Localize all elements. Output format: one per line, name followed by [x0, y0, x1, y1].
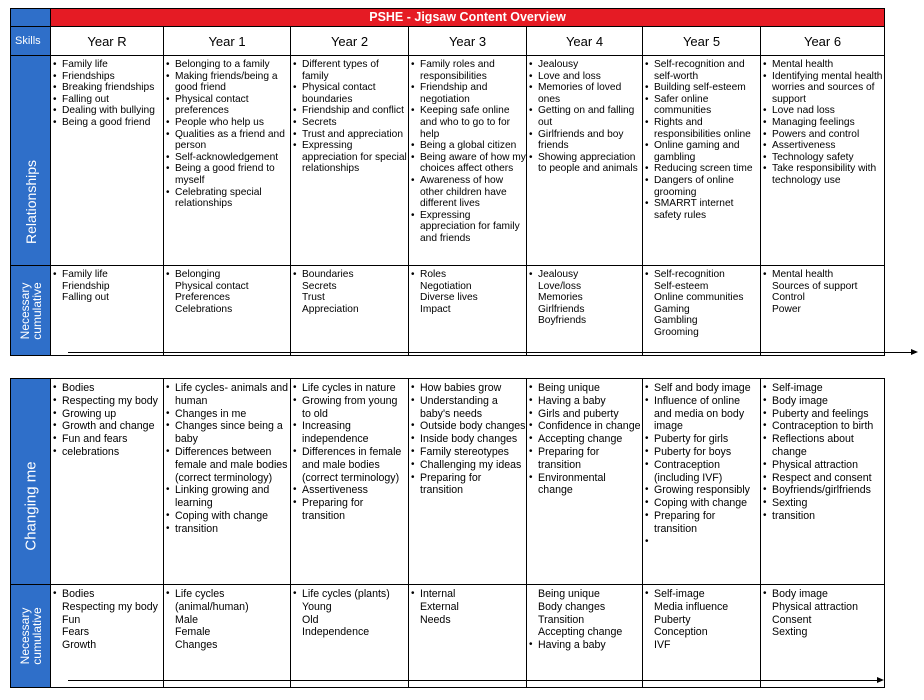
content-cell	[51, 379, 164, 585]
content-item: • Love nad loss	[763, 105, 884, 117]
cumulative-item: Impact	[420, 303, 451, 315]
content-item: • Coping with change	[645, 497, 760, 510]
cumulative-list	[761, 269, 884, 315]
progression-arrow	[68, 680, 882, 681]
cumulative-cell	[164, 585, 291, 688]
content-item: • Growing from young to old	[293, 395, 408, 421]
content-list	[164, 59, 290, 210]
content-item: • Self-recognition and self-worth	[645, 59, 760, 82]
content-item: • Self-image	[763, 382, 884, 395]
content-item: • Family stereotypes	[411, 446, 526, 459]
content-list	[643, 59, 760, 221]
content-item: • Contraception (including IVF)	[645, 459, 760, 485]
content-item: • Building self-esteem	[645, 82, 760, 94]
content-cell	[291, 379, 409, 585]
cumulative-item: Gaming	[654, 303, 690, 315]
cumulative-item: External	[420, 600, 459, 613]
content-cell	[643, 379, 761, 585]
skills-label: Skills	[11, 27, 51, 56]
content-item: • Sexting	[763, 497, 884, 510]
cumulative-list	[291, 269, 408, 315]
content-item: • Inside body changes	[411, 433, 526, 446]
cumulative-item: Male	[175, 613, 198, 626]
content-item: • Body image	[763, 395, 884, 408]
content-cell	[527, 379, 643, 585]
cumulative-cell	[527, 266, 643, 356]
content-cell	[409, 56, 527, 266]
content-cell	[643, 56, 761, 266]
cumulative-item: Old	[302, 613, 319, 626]
cumulative-item: Trust	[302, 292, 325, 304]
cumulative-list	[164, 588, 290, 652]
content-item: • Managing feelings	[763, 117, 884, 129]
content-item: • SMARRT internet safety rules	[645, 198, 760, 221]
content-item: • Physical contact preferences	[166, 94, 290, 117]
content-item: • Falling out	[53, 94, 163, 106]
content-item: • Life cycles- animals and human	[166, 382, 290, 408]
content-item: • Growing up	[53, 408, 163, 421]
content-item: • Challenging my ideas	[411, 459, 526, 472]
content-list	[409, 382, 526, 497]
content-item: • Powers and control	[763, 129, 884, 141]
cumulative-item: Power	[772, 303, 801, 315]
cumulative-item: Physical attraction	[772, 600, 858, 613]
content-item: • Differences between female and male bodies (correct terminology)	[166, 446, 290, 484]
progression-arrow	[68, 352, 916, 353]
content-cell	[761, 379, 885, 585]
cumulative-item: IVF	[654, 639, 671, 652]
cumulative-item: • Internal	[411, 588, 526, 601]
cumulative-item: • Having a baby	[529, 639, 642, 652]
content-item: • Physical contact boundaries	[293, 82, 408, 105]
content-cell	[409, 379, 527, 585]
cumulative-item: • Family life	[53, 269, 163, 281]
cumulative-cell	[164, 266, 291, 356]
year-header: Year 3	[409, 27, 527, 56]
cumulative-list	[291, 588, 408, 639]
cumulative-list	[643, 269, 760, 339]
content-cell	[164, 56, 291, 266]
content-item: • Being aware of how my choices affect others	[411, 152, 526, 175]
cumulative-item: Fun	[62, 613, 81, 626]
section-label: Relationships	[22, 160, 39, 245]
cumulative-item: Online communities	[654, 292, 744, 304]
cumulative-label-cell	[11, 266, 51, 356]
cumulative-list	[409, 269, 526, 315]
content-list	[51, 382, 163, 459]
content-cell	[527, 56, 643, 266]
content-item: • Expressing appreciation for family and friends	[411, 210, 526, 245]
content-list	[291, 59, 408, 175]
content-list	[409, 59, 526, 245]
cumulative-item: Secrets	[302, 280, 337, 292]
content-item: • Qualities as a friend and person	[166, 129, 290, 152]
content-item: • Environmental change	[529, 472, 642, 498]
content-item: • Self and body image	[645, 382, 760, 395]
content-item: • transition	[763, 510, 884, 523]
cumulative-label-cell	[11, 585, 51, 688]
cumulative-cell	[761, 585, 885, 688]
year-header: Year 1	[164, 27, 291, 56]
relationships-cumulative-row	[11, 266, 885, 356]
cumulative-item: Control	[772, 292, 805, 304]
content-item: • Self-acknowledgement	[166, 152, 290, 164]
content-item: • Friendships	[53, 71, 163, 83]
content-cell	[761, 56, 885, 266]
year-header: Year 5	[643, 27, 761, 56]
content-item: • Influence of online and media on body image	[645, 395, 760, 433]
content-item: • Expressing appreciation for special relationships	[293, 140, 408, 175]
year-header: Year 6	[761, 27, 885, 56]
relationships-table	[10, 8, 885, 356]
content-list	[164, 382, 290, 536]
year-header: Year 4	[527, 27, 643, 56]
cumulative-item: Memories	[538, 292, 583, 304]
cumulative-list	[409, 588, 526, 626]
cumulative-item: • Bodies	[53, 588, 163, 601]
section-label-cell	[11, 379, 51, 585]
content-item: • Safer online communities	[645, 94, 760, 117]
cumulative-item: Fears	[62, 626, 90, 639]
content-item: • Respect and consent	[763, 472, 884, 485]
cumulative-item: Young	[302, 600, 332, 613]
content-item: • Trust and appreciation	[293, 129, 408, 141]
cumulative-cell	[409, 585, 527, 688]
cumulative-item: Diverse lives	[420, 292, 478, 304]
content-item: • Keeping safe online and who to go to for help	[411, 105, 526, 140]
content-item: • Girlfriends and boy friends	[529, 129, 642, 152]
cumulative-list	[527, 588, 642, 652]
cumulative-item: Independence	[302, 626, 370, 639]
content-list	[527, 59, 642, 175]
cumulative-list	[643, 588, 760, 652]
cumulative-item: • Life cycles	[166, 588, 290, 601]
content-item: • Different types of family	[293, 59, 408, 82]
content-item: • Fun and fears	[53, 433, 163, 446]
cumulative-item: Physical contact	[175, 280, 249, 292]
cumulative-item: (animal/human)	[175, 600, 249, 613]
cumulative-label: Necessary cumulative	[17, 281, 44, 340]
changing-me-row	[11, 379, 885, 585]
cumulative-item: • Mental health	[763, 269, 884, 281]
cumulative-item: Sources of support	[772, 280, 858, 292]
content-item: • Understanding a baby's needs	[411, 395, 526, 421]
content-item: • Increasing independence	[293, 420, 408, 446]
cumulative-cell	[643, 266, 761, 356]
content-item	[645, 536, 760, 549]
content-item: • Being a good friend	[53, 117, 163, 129]
cumulative-cell	[761, 266, 885, 356]
content-item: • Celebrating special relationships	[166, 187, 290, 210]
relationships-row	[11, 56, 885, 266]
content-item: • Jealousy	[529, 59, 642, 71]
content-list	[527, 382, 642, 497]
content-item: • Dealing with bullying	[53, 105, 163, 117]
content-item: • Dangers of online grooming	[645, 175, 760, 198]
content-item: • Being a good friend to myself	[166, 163, 290, 186]
content-item: • transition	[166, 523, 290, 536]
year-header: Year R	[51, 27, 164, 56]
cumulative-item: Respecting my body	[62, 600, 158, 613]
page-title: PSHE - Jigsaw Content Overview	[51, 9, 885, 27]
cumulative-item: • Self-image	[645, 588, 760, 601]
content-item: • Love and loss	[529, 71, 642, 83]
content-item: • Changes in me	[166, 408, 290, 421]
section-label: Changing me	[22, 461, 39, 551]
cumulative-item: Puberty	[654, 613, 691, 626]
content-item: • Puberty for boys	[645, 446, 760, 459]
content-item: • Belonging to a family	[166, 59, 290, 71]
content-item: • Showing appreciation to people and animals	[529, 152, 642, 175]
content-item: • Technology safety	[763, 152, 884, 164]
cumulative-item: Appreciation	[302, 303, 359, 315]
cumulative-list	[761, 588, 884, 639]
content-item: • Making friends/being a good friend	[166, 71, 290, 94]
cumulative-item: Media influence	[654, 600, 729, 613]
cumulative-item: Consent	[772, 613, 812, 626]
content-item: • Online gaming and gambling	[645, 140, 760, 163]
cumulative-item: Negotiation	[420, 280, 472, 292]
content-list	[643, 382, 760, 548]
content-item: • Preparing for transition	[293, 497, 408, 523]
corner-cell	[11, 9, 51, 27]
content-list	[761, 382, 884, 523]
content-item: • Friendship and negotiation	[411, 82, 526, 105]
content-item: • Preparing for transition	[411, 472, 526, 498]
content-cell	[51, 56, 164, 266]
cumulative-item: Gambling	[654, 315, 698, 327]
cumulative-item: Needs	[420, 613, 451, 626]
cumulative-item: • Jealousy	[529, 269, 642, 281]
cumulative-cell	[643, 585, 761, 688]
cumulative-cell	[51, 585, 164, 688]
cumulative-item: Body changes	[538, 600, 606, 613]
content-cell	[291, 56, 409, 266]
content-item: • Boyfriends/girlfriends	[763, 484, 884, 497]
content-item: • Identifying mental health worries and sources of support	[763, 71, 884, 106]
cumulative-item: Falling out	[62, 292, 110, 304]
content-item: • Differences in female and male bodies (correct terminology)	[293, 446, 408, 484]
content-item: • People who help us	[166, 117, 290, 129]
cumulative-item: Friendship	[62, 280, 110, 292]
year-header: Year 2	[291, 27, 409, 56]
cumulative-list	[51, 269, 163, 304]
content-item: • Assertiveness	[293, 484, 408, 497]
changing-me-table	[10, 378, 885, 688]
cumulative-item: Grooming	[654, 326, 699, 338]
year-header-row	[11, 27, 885, 56]
content-list	[51, 59, 163, 129]
content-item: • Secrets	[293, 117, 408, 129]
cumulative-list	[51, 588, 163, 652]
content-item: • Family roles and responsibilities	[411, 59, 526, 82]
content-item: • Bodies	[53, 382, 163, 395]
cumulative-cell	[527, 585, 643, 688]
cumulative-list	[164, 269, 290, 315]
content-item: • Coping with change	[166, 510, 290, 523]
section-label-cell	[11, 56, 51, 266]
content-item: • Having a baby	[529, 395, 642, 408]
content-item: • Puberty and feelings	[763, 408, 884, 421]
cumulative-item: Sexting	[772, 626, 808, 639]
content-item: • How babies grow	[411, 382, 526, 395]
cumulative-item: • Boundaries	[293, 269, 408, 281]
cumulative-item: Girlfriends	[538, 303, 585, 315]
cumulative-item: • Self-recognition	[645, 269, 760, 281]
cumulative-item: Conception	[654, 626, 708, 639]
content-item: • Friendship and conflict	[293, 105, 408, 117]
cumulative-item: Self-esteem	[654, 280, 709, 292]
content-list	[761, 59, 884, 187]
content-item: • Accepting change	[529, 433, 642, 446]
cumulative-item: Growth	[62, 639, 97, 652]
cumulative-item: • Body image	[763, 588, 884, 601]
cumulative-item: Accepting change	[538, 626, 623, 639]
content-item: • Reflections about change	[763, 433, 884, 459]
content-item: • Physical attraction	[763, 459, 884, 472]
content-item: • Outside body changes	[411, 420, 526, 433]
cumulative-item: • Roles	[411, 269, 526, 281]
cumulative-item: • Life cycles (plants)	[293, 588, 408, 601]
content-item: • Take responsibility with technology use	[763, 163, 884, 186]
content-item: • Family life	[53, 59, 163, 71]
cumulative-item: • Belonging	[166, 269, 290, 281]
content-item: • celebrations	[53, 446, 163, 459]
cumulative-item: Changes	[175, 639, 218, 652]
cumulative-cell	[291, 585, 409, 688]
cumulative-item: Being unique	[538, 588, 600, 600]
cumulative-cell	[409, 266, 527, 356]
content-list	[291, 382, 408, 523]
content-item: • Growth and change	[53, 420, 163, 433]
content-item: • Life cycles in nature	[293, 382, 408, 395]
cumulative-cell	[291, 266, 409, 356]
content-item: • Growing responsibly	[645, 484, 760, 497]
content-item: • Changes since being a baby	[166, 420, 290, 446]
content-item: • Getting on and falling out	[529, 105, 642, 128]
content-item: • Assertiveness	[763, 140, 884, 152]
content-item: • Confidence in change	[529, 420, 642, 433]
content-item: • Respecting my body	[53, 395, 163, 408]
cumulative-label: Necessary cumulative	[17, 607, 44, 665]
cumulative-item: Love/loss	[538, 280, 582, 292]
changing-me-cumulative-row	[11, 585, 885, 688]
content-item: • Awareness of how other children have different lives	[411, 175, 526, 210]
content-item: • Preparing for transition	[529, 446, 642, 472]
cumulative-item: Female	[175, 626, 211, 639]
content-item: • Reducing screen time	[645, 163, 760, 175]
content-item: • Contraception to birth	[763, 420, 884, 433]
content-item: • Memories of loved ones	[529, 82, 642, 105]
content-item: • Preparing for transition	[645, 510, 760, 536]
cumulative-item: Transition	[538, 613, 585, 626]
content-item: • Linking growing and learning	[166, 484, 290, 510]
cumulative-cell	[51, 266, 164, 356]
content-item: • Girls and puberty	[529, 408, 642, 421]
content-item: • Being a global citizen	[411, 140, 526, 152]
content-item: • Mental health	[763, 59, 884, 71]
content-item: • Puberty for girls	[645, 433, 760, 446]
content-item: • Rights and responsibilities online	[645, 117, 760, 140]
cumulative-item: Preferences	[175, 292, 230, 304]
content-cell	[164, 379, 291, 585]
cumulative-list	[527, 269, 642, 327]
cumulative-item: Boyfriends	[538, 315, 587, 327]
cumulative-item: Celebrations	[175, 303, 233, 315]
content-item: • Breaking friendships	[53, 82, 163, 94]
content-item: • Being unique	[529, 382, 642, 395]
